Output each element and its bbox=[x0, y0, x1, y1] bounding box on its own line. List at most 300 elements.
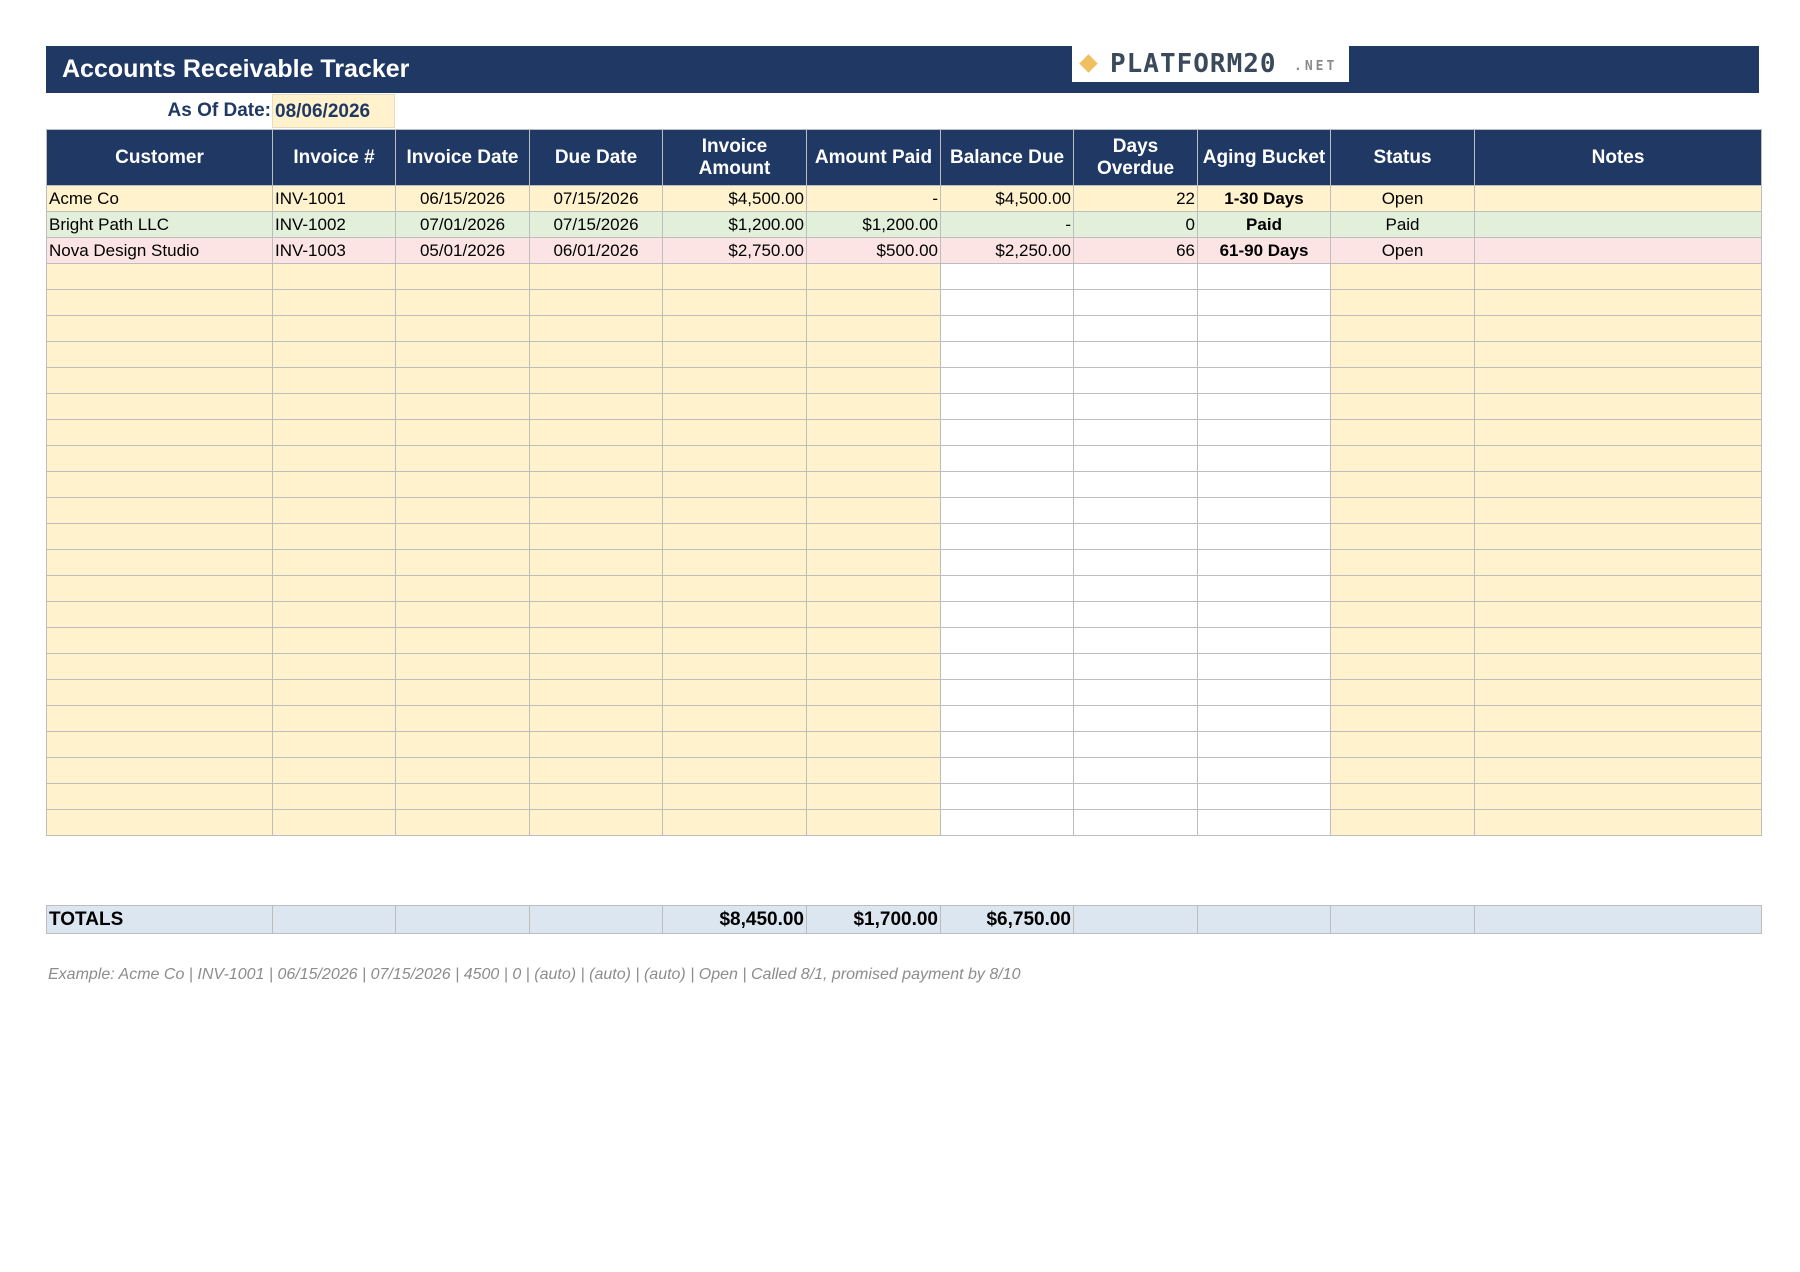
aging-bucket-cell[interactable] bbox=[1198, 706, 1331, 732]
aging-bucket-cell[interactable] bbox=[1198, 290, 1331, 316]
days-overdue-cell[interactable]: 22 bbox=[1074, 186, 1198, 212]
customer-cell[interactable] bbox=[47, 446, 273, 472]
due-date-cell[interactable] bbox=[530, 264, 663, 290]
customer-cell[interactable] bbox=[47, 810, 273, 836]
amount-paid-cell[interactable]: $1,200.00 bbox=[807, 212, 941, 238]
invoice-amount-cell[interactable] bbox=[663, 420, 807, 446]
customer-cell[interactable] bbox=[47, 472, 273, 498]
due-date-cell[interactable] bbox=[530, 810, 663, 836]
totals-row bbox=[46, 905, 1762, 934]
customer-cell[interactable] bbox=[47, 342, 273, 368]
invoice-amount-cell[interactable] bbox=[663, 784, 807, 810]
invoice-date-cell[interactable] bbox=[396, 628, 530, 654]
balance-due-cell[interactable] bbox=[941, 524, 1074, 550]
status-cell[interactable] bbox=[1331, 394, 1475, 420]
status-cell[interactable] bbox=[1331, 472, 1475, 498]
status-cell[interactable] bbox=[1331, 316, 1475, 342]
days-overdue-cell[interactable] bbox=[1074, 472, 1198, 498]
amount-paid-cell[interactable] bbox=[807, 680, 941, 706]
status-cell[interactable] bbox=[1331, 550, 1475, 576]
column-header: Notes bbox=[1475, 130, 1762, 186]
table-row bbox=[47, 732, 1762, 758]
invoice-number-cell[interactable] bbox=[273, 446, 396, 472]
invoice-number-cell[interactable]: INV-1003 bbox=[273, 238, 396, 264]
days-overdue-cell[interactable] bbox=[1074, 784, 1198, 810]
invoice-date-cell[interactable] bbox=[396, 810, 530, 836]
invoice-amount-cell[interactable] bbox=[663, 810, 807, 836]
table-row bbox=[47, 784, 1762, 810]
status-cell[interactable] bbox=[1331, 576, 1475, 602]
status-cell[interactable] bbox=[1331, 654, 1475, 680]
notes-cell[interactable] bbox=[1475, 368, 1762, 394]
status-cell[interactable]: Open bbox=[1331, 238, 1475, 264]
days-overdue-cell[interactable] bbox=[1074, 810, 1198, 836]
diamond-icon bbox=[1079, 54, 1097, 72]
invoice-date-cell[interactable] bbox=[396, 264, 530, 290]
amount-paid-cell[interactable] bbox=[807, 472, 941, 498]
days-overdue-cell[interactable] bbox=[1074, 602, 1198, 628]
notes-cell[interactable] bbox=[1475, 290, 1762, 316]
balance-due-cell[interactable] bbox=[941, 602, 1074, 628]
column-header: Aging Bucket bbox=[1198, 130, 1331, 186]
invoice-date-cell[interactable] bbox=[396, 550, 530, 576]
due-date-cell[interactable] bbox=[530, 602, 663, 628]
customer-cell[interactable] bbox=[47, 758, 273, 784]
invoice-amount-cell[interactable] bbox=[663, 732, 807, 758]
status-cell[interactable] bbox=[1331, 680, 1475, 706]
balance-due-cell[interactable]: $2,250.00 bbox=[941, 238, 1074, 264]
status-cell[interactable] bbox=[1331, 524, 1475, 550]
notes-cell[interactable] bbox=[1475, 732, 1762, 758]
as-of-date-input[interactable]: 08/06/2026 bbox=[272, 94, 395, 128]
status-cell[interactable] bbox=[1331, 758, 1475, 784]
invoice-number-cell[interactable] bbox=[273, 394, 396, 420]
customer-cell[interactable] bbox=[47, 654, 273, 680]
days-overdue-cell[interactable] bbox=[1074, 524, 1198, 550]
invoice-date-cell[interactable] bbox=[396, 498, 530, 524]
invoice-amount-cell[interactable]: $1,200.00 bbox=[663, 212, 807, 238]
amount-paid-cell[interactable] bbox=[807, 290, 941, 316]
notes-cell[interactable] bbox=[1475, 810, 1762, 836]
status-cell[interactable] bbox=[1331, 290, 1475, 316]
balance-due-cell[interactable] bbox=[941, 394, 1074, 420]
notes-cell[interactable] bbox=[1475, 654, 1762, 680]
due-date-cell[interactable] bbox=[530, 628, 663, 654]
status-cell[interactable] bbox=[1331, 446, 1475, 472]
status-cell[interactable] bbox=[1331, 706, 1475, 732]
column-header: Invoice Amount bbox=[663, 130, 807, 186]
balance-due-cell[interactable] bbox=[941, 680, 1074, 706]
customer-cell[interactable] bbox=[47, 290, 273, 316]
amount-paid-cell[interactable] bbox=[807, 420, 941, 446]
due-date-cell[interactable]: 07/15/2026 bbox=[530, 212, 663, 238]
balance-due-cell[interactable] bbox=[941, 758, 1074, 784]
notes-cell[interactable] bbox=[1475, 394, 1762, 420]
due-date-cell[interactable] bbox=[530, 316, 663, 342]
due-date-cell[interactable] bbox=[530, 654, 663, 680]
invoice-number-cell[interactable] bbox=[273, 654, 396, 680]
invoice-date-cell[interactable] bbox=[396, 758, 530, 784]
status-cell[interactable] bbox=[1331, 602, 1475, 628]
invoice-number-cell[interactable] bbox=[273, 732, 396, 758]
invoice-amount-cell[interactable]: $4,500.00 bbox=[663, 186, 807, 212]
aging-bucket-cell[interactable] bbox=[1198, 810, 1331, 836]
customer-cell[interactable] bbox=[47, 550, 273, 576]
balance-due-cell[interactable] bbox=[941, 368, 1074, 394]
notes-cell[interactable] bbox=[1475, 602, 1762, 628]
table-row bbox=[47, 238, 1762, 264]
receivables-table bbox=[46, 129, 1762, 836]
aging-bucket-cell[interactable] bbox=[1198, 446, 1331, 472]
aging-bucket-cell[interactable] bbox=[1198, 316, 1331, 342]
notes-cell[interactable] bbox=[1475, 316, 1762, 342]
notes-cell[interactable] bbox=[1475, 264, 1762, 290]
due-date-cell[interactable] bbox=[530, 368, 663, 394]
days-overdue-cell[interactable] bbox=[1074, 446, 1198, 472]
invoice-date-cell[interactable] bbox=[396, 602, 530, 628]
due-date-cell[interactable] bbox=[530, 498, 663, 524]
due-date-cell[interactable] bbox=[530, 446, 663, 472]
invoice-number-cell[interactable] bbox=[273, 628, 396, 654]
amount-paid-cell[interactable] bbox=[807, 446, 941, 472]
amount-paid-cell[interactable] bbox=[807, 550, 941, 576]
invoice-number-cell[interactable] bbox=[273, 264, 396, 290]
invoice-amount-cell[interactable] bbox=[663, 290, 807, 316]
customer-cell[interactable]: Bright Path LLC bbox=[47, 212, 273, 238]
invoice-amount-cell[interactable] bbox=[663, 316, 807, 342]
table-row bbox=[47, 472, 1762, 498]
customer-cell[interactable]: Acme Co bbox=[47, 186, 273, 212]
amount-paid-cell[interactable] bbox=[807, 628, 941, 654]
days-overdue-cell[interactable] bbox=[1074, 576, 1198, 602]
notes-cell[interactable] bbox=[1475, 628, 1762, 654]
customer-cell[interactable] bbox=[47, 706, 273, 732]
days-overdue-cell[interactable] bbox=[1074, 498, 1198, 524]
amount-paid-cell[interactable] bbox=[807, 576, 941, 602]
invoice-amount-cell[interactable] bbox=[663, 342, 807, 368]
amount-paid-cell[interactable] bbox=[807, 394, 941, 420]
notes-cell[interactable] bbox=[1475, 472, 1762, 498]
invoice-amount-cell[interactable]: $2,750.00 bbox=[663, 238, 807, 264]
days-overdue-cell[interactable] bbox=[1074, 550, 1198, 576]
table-row bbox=[47, 654, 1762, 680]
invoice-number-cell[interactable] bbox=[273, 810, 396, 836]
invoice-date-cell[interactable] bbox=[396, 784, 530, 810]
amount-paid-cell[interactable] bbox=[807, 524, 941, 550]
days-overdue-cell[interactable] bbox=[1074, 394, 1198, 420]
balance-due-cell[interactable] bbox=[941, 628, 1074, 654]
aging-bucket-cell[interactable] bbox=[1198, 368, 1331, 394]
table-row bbox=[47, 628, 1762, 654]
invoice-number-cell[interactable] bbox=[273, 576, 396, 602]
days-overdue-cell[interactable]: 66 bbox=[1074, 238, 1198, 264]
balance-due-cell[interactable] bbox=[941, 446, 1074, 472]
aging-bucket-cell[interactable] bbox=[1198, 550, 1331, 576]
invoice-number-cell[interactable] bbox=[273, 524, 396, 550]
days-overdue-cell[interactable] bbox=[1074, 420, 1198, 446]
status-cell[interactable] bbox=[1331, 420, 1475, 446]
aging-bucket-cell[interactable]: 1-30 Days bbox=[1198, 186, 1331, 212]
due-date-cell[interactable] bbox=[530, 420, 663, 446]
amount-paid-cell[interactable]: - bbox=[807, 186, 941, 212]
status-cell[interactable] bbox=[1331, 342, 1475, 368]
notes-cell[interactable] bbox=[1475, 680, 1762, 706]
invoice-number-cell[interactable] bbox=[273, 758, 396, 784]
table-row bbox=[47, 420, 1762, 446]
aging-bucket-cell[interactable] bbox=[1198, 784, 1331, 810]
customer-cell[interactable] bbox=[47, 498, 273, 524]
days-overdue-cell[interactable] bbox=[1074, 680, 1198, 706]
invoice-date-cell[interactable] bbox=[396, 394, 530, 420]
invoice-amount-cell[interactable] bbox=[663, 628, 807, 654]
invoice-number-cell[interactable] bbox=[273, 316, 396, 342]
days-overdue-cell[interactable] bbox=[1074, 342, 1198, 368]
amount-paid-cell[interactable] bbox=[807, 602, 941, 628]
days-overdue-cell[interactable] bbox=[1074, 316, 1198, 342]
amount-paid-cell[interactable] bbox=[807, 706, 941, 732]
header-row bbox=[47, 130, 1762, 186]
customer-cell[interactable] bbox=[47, 394, 273, 420]
customer-cell[interactable] bbox=[47, 732, 273, 758]
notes-cell[interactable] bbox=[1475, 758, 1762, 784]
balance-due-cell[interactable] bbox=[941, 290, 1074, 316]
due-date-cell[interactable] bbox=[530, 758, 663, 784]
balance-due-cell[interactable]: - bbox=[941, 212, 1074, 238]
invoice-date-cell[interactable] bbox=[396, 368, 530, 394]
notes-cell[interactable] bbox=[1475, 342, 1762, 368]
invoice-amount-cell[interactable] bbox=[663, 264, 807, 290]
balance-due-cell[interactable] bbox=[941, 732, 1074, 758]
due-date-cell[interactable] bbox=[530, 472, 663, 498]
customer-cell[interactable] bbox=[47, 264, 273, 290]
status-cell[interactable] bbox=[1331, 810, 1475, 836]
aging-bucket-cell[interactable] bbox=[1198, 732, 1331, 758]
totals-cell bbox=[1331, 906, 1475, 934]
status-cell[interactable] bbox=[1331, 368, 1475, 394]
invoice-date-cell[interactable]: 06/15/2026 bbox=[396, 186, 530, 212]
due-date-cell[interactable] bbox=[530, 680, 663, 706]
aging-bucket-cell[interactable]: 61-90 Days bbox=[1198, 238, 1331, 264]
amount-paid-cell[interactable] bbox=[807, 368, 941, 394]
aging-bucket-cell[interactable] bbox=[1198, 628, 1331, 654]
aging-bucket-cell[interactable] bbox=[1198, 654, 1331, 680]
due-date-cell[interactable]: 06/01/2026 bbox=[530, 238, 663, 264]
due-date-cell[interactable] bbox=[530, 706, 663, 732]
customer-cell[interactable] bbox=[47, 316, 273, 342]
days-overdue-cell[interactable] bbox=[1074, 732, 1198, 758]
days-overdue-cell[interactable] bbox=[1074, 706, 1198, 732]
table-row bbox=[47, 706, 1762, 732]
aging-bucket-cell[interactable] bbox=[1198, 758, 1331, 784]
invoice-amount-cell[interactable] bbox=[663, 446, 807, 472]
customer-cell[interactable]: Nova Design Studio bbox=[47, 238, 273, 264]
invoice-date-cell[interactable] bbox=[396, 654, 530, 680]
due-date-cell[interactable] bbox=[530, 732, 663, 758]
invoice-number-cell[interactable] bbox=[273, 602, 396, 628]
due-date-cell[interactable] bbox=[530, 342, 663, 368]
days-overdue-cell[interactable] bbox=[1074, 628, 1198, 654]
invoice-amount-cell[interactable] bbox=[663, 654, 807, 680]
balance-due-cell[interactable] bbox=[941, 706, 1074, 732]
invoice-date-cell[interactable] bbox=[396, 576, 530, 602]
invoice-amount-cell[interactable] bbox=[663, 368, 807, 394]
balance-due-cell[interactable] bbox=[941, 342, 1074, 368]
balance-due-cell[interactable] bbox=[941, 498, 1074, 524]
status-cell[interactable] bbox=[1331, 628, 1475, 654]
invoice-date-cell[interactable] bbox=[396, 472, 530, 498]
invoice-amount-cell[interactable] bbox=[663, 680, 807, 706]
column-header: Amount Paid bbox=[807, 130, 941, 186]
notes-cell[interactable] bbox=[1475, 784, 1762, 810]
notes-cell[interactable] bbox=[1475, 420, 1762, 446]
notes-cell[interactable] bbox=[1475, 238, 1762, 264]
aging-bucket-cell[interactable] bbox=[1198, 498, 1331, 524]
invoice-number-cell[interactable] bbox=[273, 706, 396, 732]
invoice-number-cell[interactable]: INV-1002 bbox=[273, 212, 396, 238]
customer-cell[interactable] bbox=[47, 368, 273, 394]
aging-bucket-cell[interactable]: Paid bbox=[1198, 212, 1331, 238]
invoice-date-cell[interactable] bbox=[396, 290, 530, 316]
balance-due-cell[interactable] bbox=[941, 264, 1074, 290]
table-row bbox=[47, 576, 1762, 602]
invoice-date-cell[interactable] bbox=[396, 680, 530, 706]
aging-bucket-cell[interactable] bbox=[1198, 576, 1331, 602]
customer-cell[interactable] bbox=[47, 602, 273, 628]
invoice-number-cell[interactable]: INV-1001 bbox=[273, 186, 396, 212]
notes-cell[interactable] bbox=[1475, 212, 1762, 238]
table-row bbox=[47, 394, 1762, 420]
invoice-amount-cell[interactable] bbox=[663, 576, 807, 602]
notes-cell[interactable] bbox=[1475, 706, 1762, 732]
amount-paid-cell[interactable]: $500.00 bbox=[807, 238, 941, 264]
customer-cell[interactable] bbox=[47, 628, 273, 654]
status-cell[interactable] bbox=[1331, 732, 1475, 758]
column-header: Due Date bbox=[530, 130, 663, 186]
table-row bbox=[47, 498, 1762, 524]
days-overdue-cell[interactable] bbox=[1074, 368, 1198, 394]
balance-due-cell[interactable] bbox=[941, 654, 1074, 680]
due-date-cell[interactable] bbox=[530, 290, 663, 316]
notes-cell[interactable] bbox=[1475, 550, 1762, 576]
status-cell[interactable]: Paid bbox=[1331, 212, 1475, 238]
balance-due-cell[interactable] bbox=[941, 784, 1074, 810]
status-cell[interactable] bbox=[1331, 784, 1475, 810]
customer-cell[interactable] bbox=[47, 576, 273, 602]
due-date-cell[interactable] bbox=[530, 576, 663, 602]
invoice-amount-cell[interactable] bbox=[663, 472, 807, 498]
amount-paid-cell[interactable] bbox=[807, 316, 941, 342]
invoice-number-cell[interactable] bbox=[273, 342, 396, 368]
amount-paid-cell[interactable] bbox=[807, 732, 941, 758]
table-row bbox=[47, 186, 1762, 212]
amount-paid-cell[interactable] bbox=[807, 758, 941, 784]
status-cell[interactable] bbox=[1331, 498, 1475, 524]
invoice-date-cell[interactable] bbox=[396, 732, 530, 758]
invoice-number-cell[interactable] bbox=[273, 290, 396, 316]
amount-paid-cell[interactable] bbox=[807, 498, 941, 524]
invoice-amount-cell[interactable] bbox=[663, 602, 807, 628]
notes-cell[interactable] bbox=[1475, 446, 1762, 472]
notes-cell[interactable] bbox=[1475, 524, 1762, 550]
balance-due-cell[interactable] bbox=[941, 550, 1074, 576]
balance-due-cell[interactable] bbox=[941, 810, 1074, 836]
status-cell[interactable] bbox=[1331, 264, 1475, 290]
aging-bucket-cell[interactable] bbox=[1198, 602, 1331, 628]
invoice-date-cell[interactable] bbox=[396, 316, 530, 342]
due-date-cell[interactable] bbox=[530, 784, 663, 810]
balance-due-cell[interactable] bbox=[941, 472, 1074, 498]
days-overdue-cell[interactable] bbox=[1074, 758, 1198, 784]
invoice-number-cell[interactable] bbox=[273, 472, 396, 498]
balance-due-cell[interactable] bbox=[941, 316, 1074, 342]
days-overdue-cell[interactable] bbox=[1074, 654, 1198, 680]
invoice-date-cell[interactable] bbox=[396, 342, 530, 368]
customer-cell[interactable] bbox=[47, 420, 273, 446]
aging-bucket-cell[interactable] bbox=[1198, 342, 1331, 368]
amount-paid-cell[interactable] bbox=[807, 654, 941, 680]
customer-cell[interactable] bbox=[47, 680, 273, 706]
invoice-date-cell[interactable] bbox=[396, 706, 530, 732]
amount-paid-cell[interactable] bbox=[807, 784, 941, 810]
invoice-number-cell[interactable] bbox=[273, 368, 396, 394]
aging-bucket-cell[interactable] bbox=[1198, 472, 1331, 498]
invoice-amount-cell[interactable] bbox=[663, 550, 807, 576]
balance-due-cell[interactable] bbox=[941, 576, 1074, 602]
status-cell[interactable]: Open bbox=[1331, 186, 1475, 212]
aging-bucket-cell[interactable] bbox=[1198, 264, 1331, 290]
days-overdue-cell[interactable] bbox=[1074, 264, 1198, 290]
notes-cell[interactable] bbox=[1475, 186, 1762, 212]
invoice-amount-cell[interactable] bbox=[663, 394, 807, 420]
aging-bucket-cell[interactable] bbox=[1198, 394, 1331, 420]
days-overdue-cell[interactable]: 0 bbox=[1074, 212, 1198, 238]
invoice-amount-cell[interactable] bbox=[663, 706, 807, 732]
customer-cell[interactable] bbox=[47, 784, 273, 810]
invoice-date-cell[interactable]: 07/01/2026 bbox=[396, 212, 530, 238]
amount-paid-cell[interactable] bbox=[807, 810, 941, 836]
customer-cell[interactable] bbox=[47, 524, 273, 550]
invoice-number-cell[interactable] bbox=[273, 550, 396, 576]
balance-due-cell[interactable] bbox=[941, 420, 1074, 446]
invoice-number-cell[interactable] bbox=[273, 680, 396, 706]
invoice-date-cell[interactable] bbox=[396, 446, 530, 472]
aging-bucket-cell[interactable] bbox=[1198, 420, 1331, 446]
invoice-number-cell[interactable] bbox=[273, 420, 396, 446]
invoice-amount-cell[interactable] bbox=[663, 524, 807, 550]
days-overdue-cell[interactable] bbox=[1074, 290, 1198, 316]
invoice-amount-cell[interactable] bbox=[663, 498, 807, 524]
invoice-number-cell[interactable] bbox=[273, 784, 396, 810]
invoice-date-cell[interactable] bbox=[396, 420, 530, 446]
due-date-cell[interactable] bbox=[530, 394, 663, 420]
invoice-amount-cell[interactable] bbox=[663, 758, 807, 784]
table-row bbox=[47, 680, 1762, 706]
aging-bucket-cell[interactable] bbox=[1198, 680, 1331, 706]
invoice-number-cell[interactable] bbox=[273, 498, 396, 524]
table-row bbox=[47, 810, 1762, 836]
notes-cell[interactable] bbox=[1475, 576, 1762, 602]
invoice-date-cell[interactable] bbox=[396, 524, 530, 550]
notes-cell[interactable] bbox=[1475, 498, 1762, 524]
amount-paid-cell[interactable] bbox=[807, 264, 941, 290]
balance-due-cell[interactable]: $4,500.00 bbox=[941, 186, 1074, 212]
due-date-cell[interactable] bbox=[530, 524, 663, 550]
aging-bucket-cell[interactable] bbox=[1198, 524, 1331, 550]
invoice-date-cell[interactable]: 05/01/2026 bbox=[396, 238, 530, 264]
due-date-cell[interactable]: 07/15/2026 bbox=[530, 186, 663, 212]
due-date-cell[interactable] bbox=[530, 550, 663, 576]
amount-paid-cell[interactable] bbox=[807, 342, 941, 368]
